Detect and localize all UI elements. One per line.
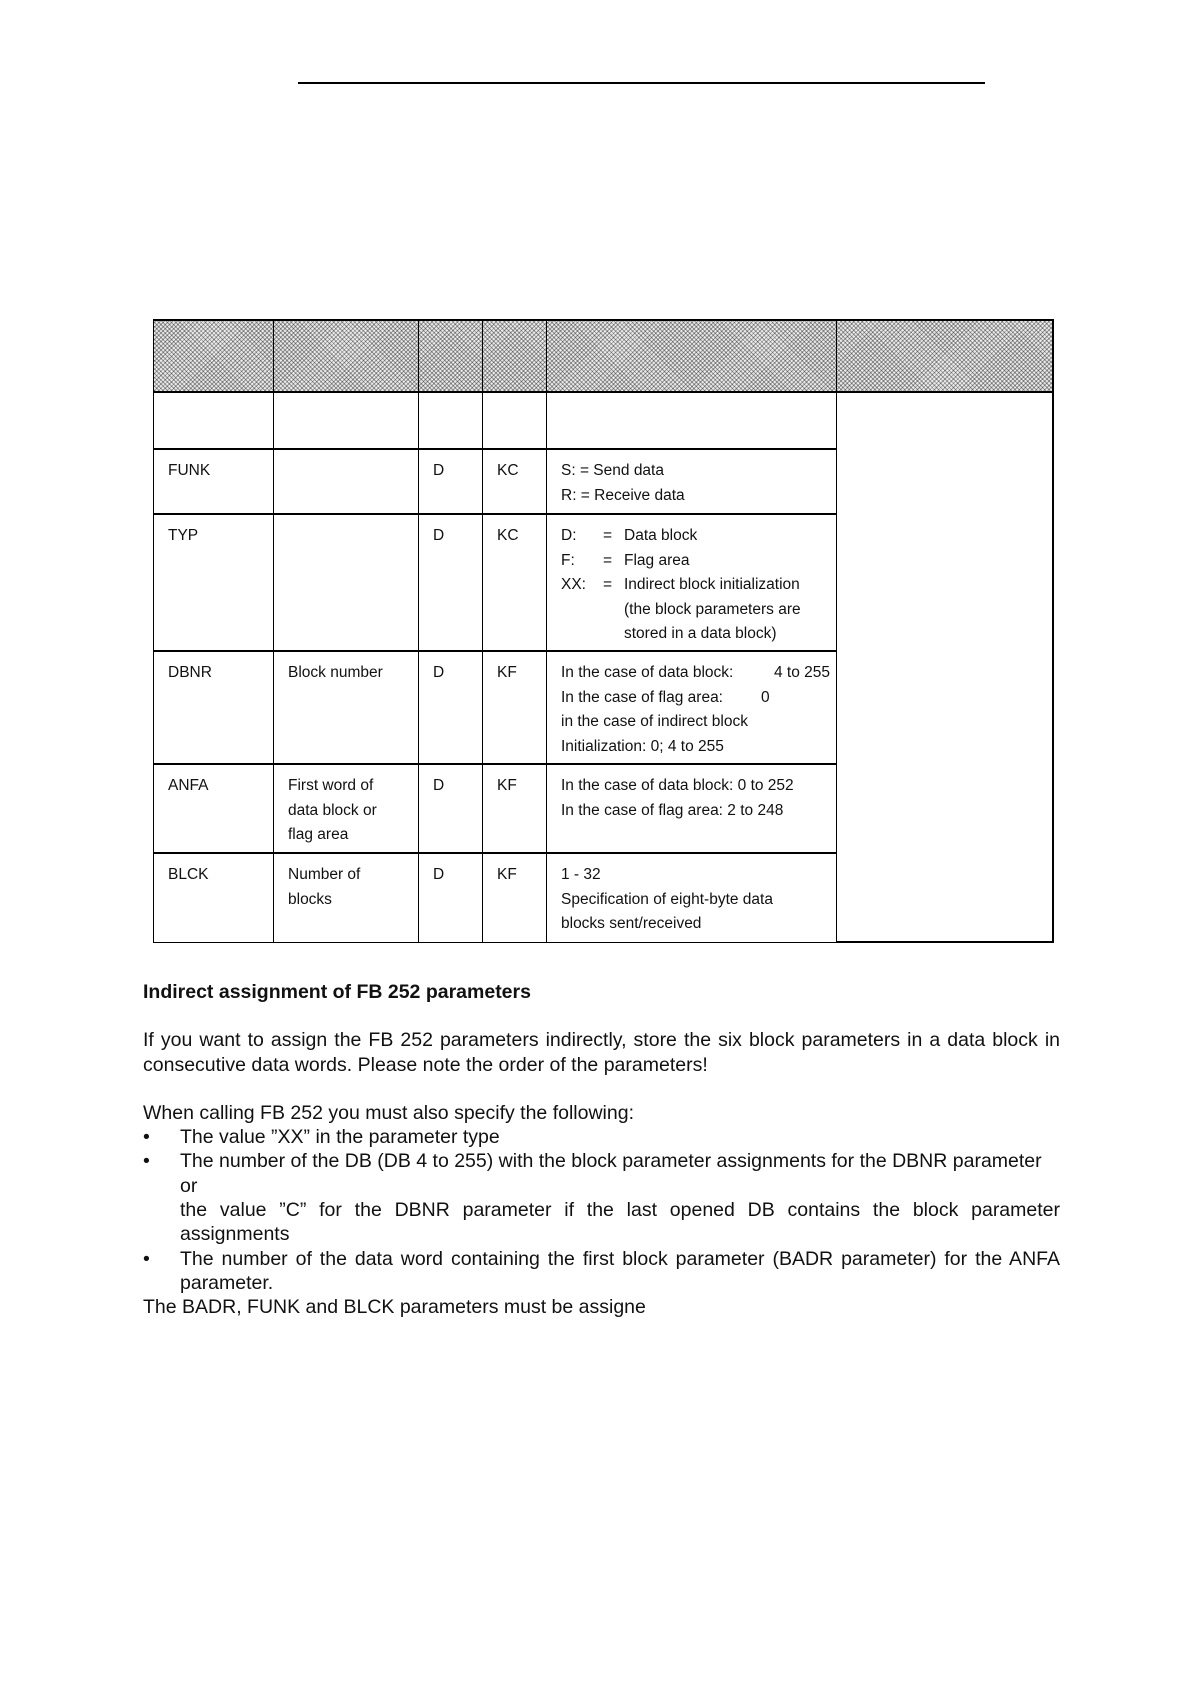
blank-cell xyxy=(483,392,547,449)
value-line: In the case of data block: 0 to 252 xyxy=(561,777,794,794)
param-values xyxy=(547,449,837,514)
value-line: 1 - 32 xyxy=(561,866,601,883)
param-type: D xyxy=(419,764,483,853)
blank-cell xyxy=(154,392,274,449)
blank-cell xyxy=(274,392,419,449)
blank-cell xyxy=(419,392,483,449)
meaning-line: blocks xyxy=(288,890,332,908)
meaning-line: data block or xyxy=(288,801,377,819)
param-name: DBNR xyxy=(154,651,274,764)
param-name: TYP xyxy=(154,514,274,651)
param-format: KC xyxy=(483,449,547,514)
blank-cell xyxy=(547,392,837,449)
header-cell-parameter xyxy=(154,320,274,392)
closing-line: The BADR, FUNK and BLCK parameters must be assigne xyxy=(143,1296,646,1319)
param-format: KF xyxy=(483,853,547,942)
table-blank-row xyxy=(154,392,1053,449)
param-meaning xyxy=(274,764,419,853)
paragraph: If you want to assign the FB 252 parameters indirectly, store the six block parameters in a data block in consecutive data words. Please note the order of the parameters! xyxy=(143,1029,1060,1076)
section-heading: Indirect assignment of FB 252 parameters xyxy=(143,981,531,1003)
list-item xyxy=(143,1247,1060,1296)
param-meaning xyxy=(274,514,419,651)
bullet-icon: • xyxy=(143,1126,150,1149)
list-item xyxy=(143,1125,1060,1149)
meaning-line: First word of xyxy=(288,777,374,794)
document-body xyxy=(143,980,1060,1320)
remarks-column xyxy=(837,392,1053,942)
value-line: S: = Send data xyxy=(561,462,664,479)
value-line: In the case of flag area: 0 xyxy=(561,688,770,706)
param-format: KF xyxy=(483,764,547,853)
value-line: XX: = Indirect block initialization xyxy=(561,576,800,593)
value-line: F: = Flag area xyxy=(561,551,690,569)
bullet-list xyxy=(143,1125,1060,1295)
header-cell-values xyxy=(547,320,837,392)
header-cell-meaning xyxy=(274,320,419,392)
param-name: FUNK xyxy=(154,449,274,514)
value-line: blocks sent/received xyxy=(561,915,702,932)
meaning-line: Number of xyxy=(288,866,361,883)
header-cell-format xyxy=(483,320,547,392)
param-name: BLCK xyxy=(154,853,274,942)
value-line: In the case of flag area: 2 to 248 xyxy=(561,801,784,819)
param-values xyxy=(547,514,837,651)
paragraph: When calling FB 252 you must also specify the following: xyxy=(143,1101,634,1124)
bullet-icon: • xyxy=(143,1247,150,1270)
list-item-text: The value ”XX” in the parameter type xyxy=(180,1126,500,1149)
param-values xyxy=(547,764,837,853)
header-rule xyxy=(298,82,985,84)
value-line: stored in a data block) xyxy=(624,625,777,642)
list-item xyxy=(143,1149,1060,1246)
param-type: D xyxy=(419,853,483,942)
param-meaning: Block number xyxy=(274,651,419,764)
header-cell-remarks xyxy=(837,320,1053,392)
list-item-text: or xyxy=(180,1174,198,1197)
value-line: in the case of indirect block xyxy=(561,713,748,730)
param-values xyxy=(547,651,837,764)
value-line: D: = Data block xyxy=(561,527,698,544)
list-item-text: The number of the DB (DB 4 to 255) with the block parameter assignments for the DBNR parameter xyxy=(180,1150,1042,1173)
param-meaning xyxy=(274,853,419,942)
param-format: KC xyxy=(483,514,547,651)
list-item-text: The number of the data word containing the first block parameter (BADR parameter) for the ANFA parameter. xyxy=(180,1247,1060,1294)
header-cell-type xyxy=(419,320,483,392)
param-name: ANFA xyxy=(154,764,274,853)
meaning-line: flag area xyxy=(288,826,349,843)
table-header-row xyxy=(154,320,1053,392)
param-meaning xyxy=(274,449,419,514)
param-values xyxy=(547,853,837,942)
param-type: D xyxy=(419,449,483,514)
value-line: R: = Receive data xyxy=(561,486,685,504)
param-format: KF xyxy=(483,651,547,764)
value-line: (the block parameters are xyxy=(624,600,801,618)
value-line: Initialization: 0; 4 to 255 xyxy=(561,737,724,755)
value-line: In the case of data block: 4 to 255 xyxy=(561,664,831,681)
parameter-table xyxy=(153,319,1054,943)
value-line: Specification of eight-byte data xyxy=(561,890,773,908)
list-item-text: the value ”C” for the DBNR parameter if the last opened DB contains the block parameter assignments xyxy=(180,1199,1060,1246)
param-type: D xyxy=(419,651,483,764)
param-type: D xyxy=(419,514,483,651)
bullet-icon: • xyxy=(143,1150,150,1173)
